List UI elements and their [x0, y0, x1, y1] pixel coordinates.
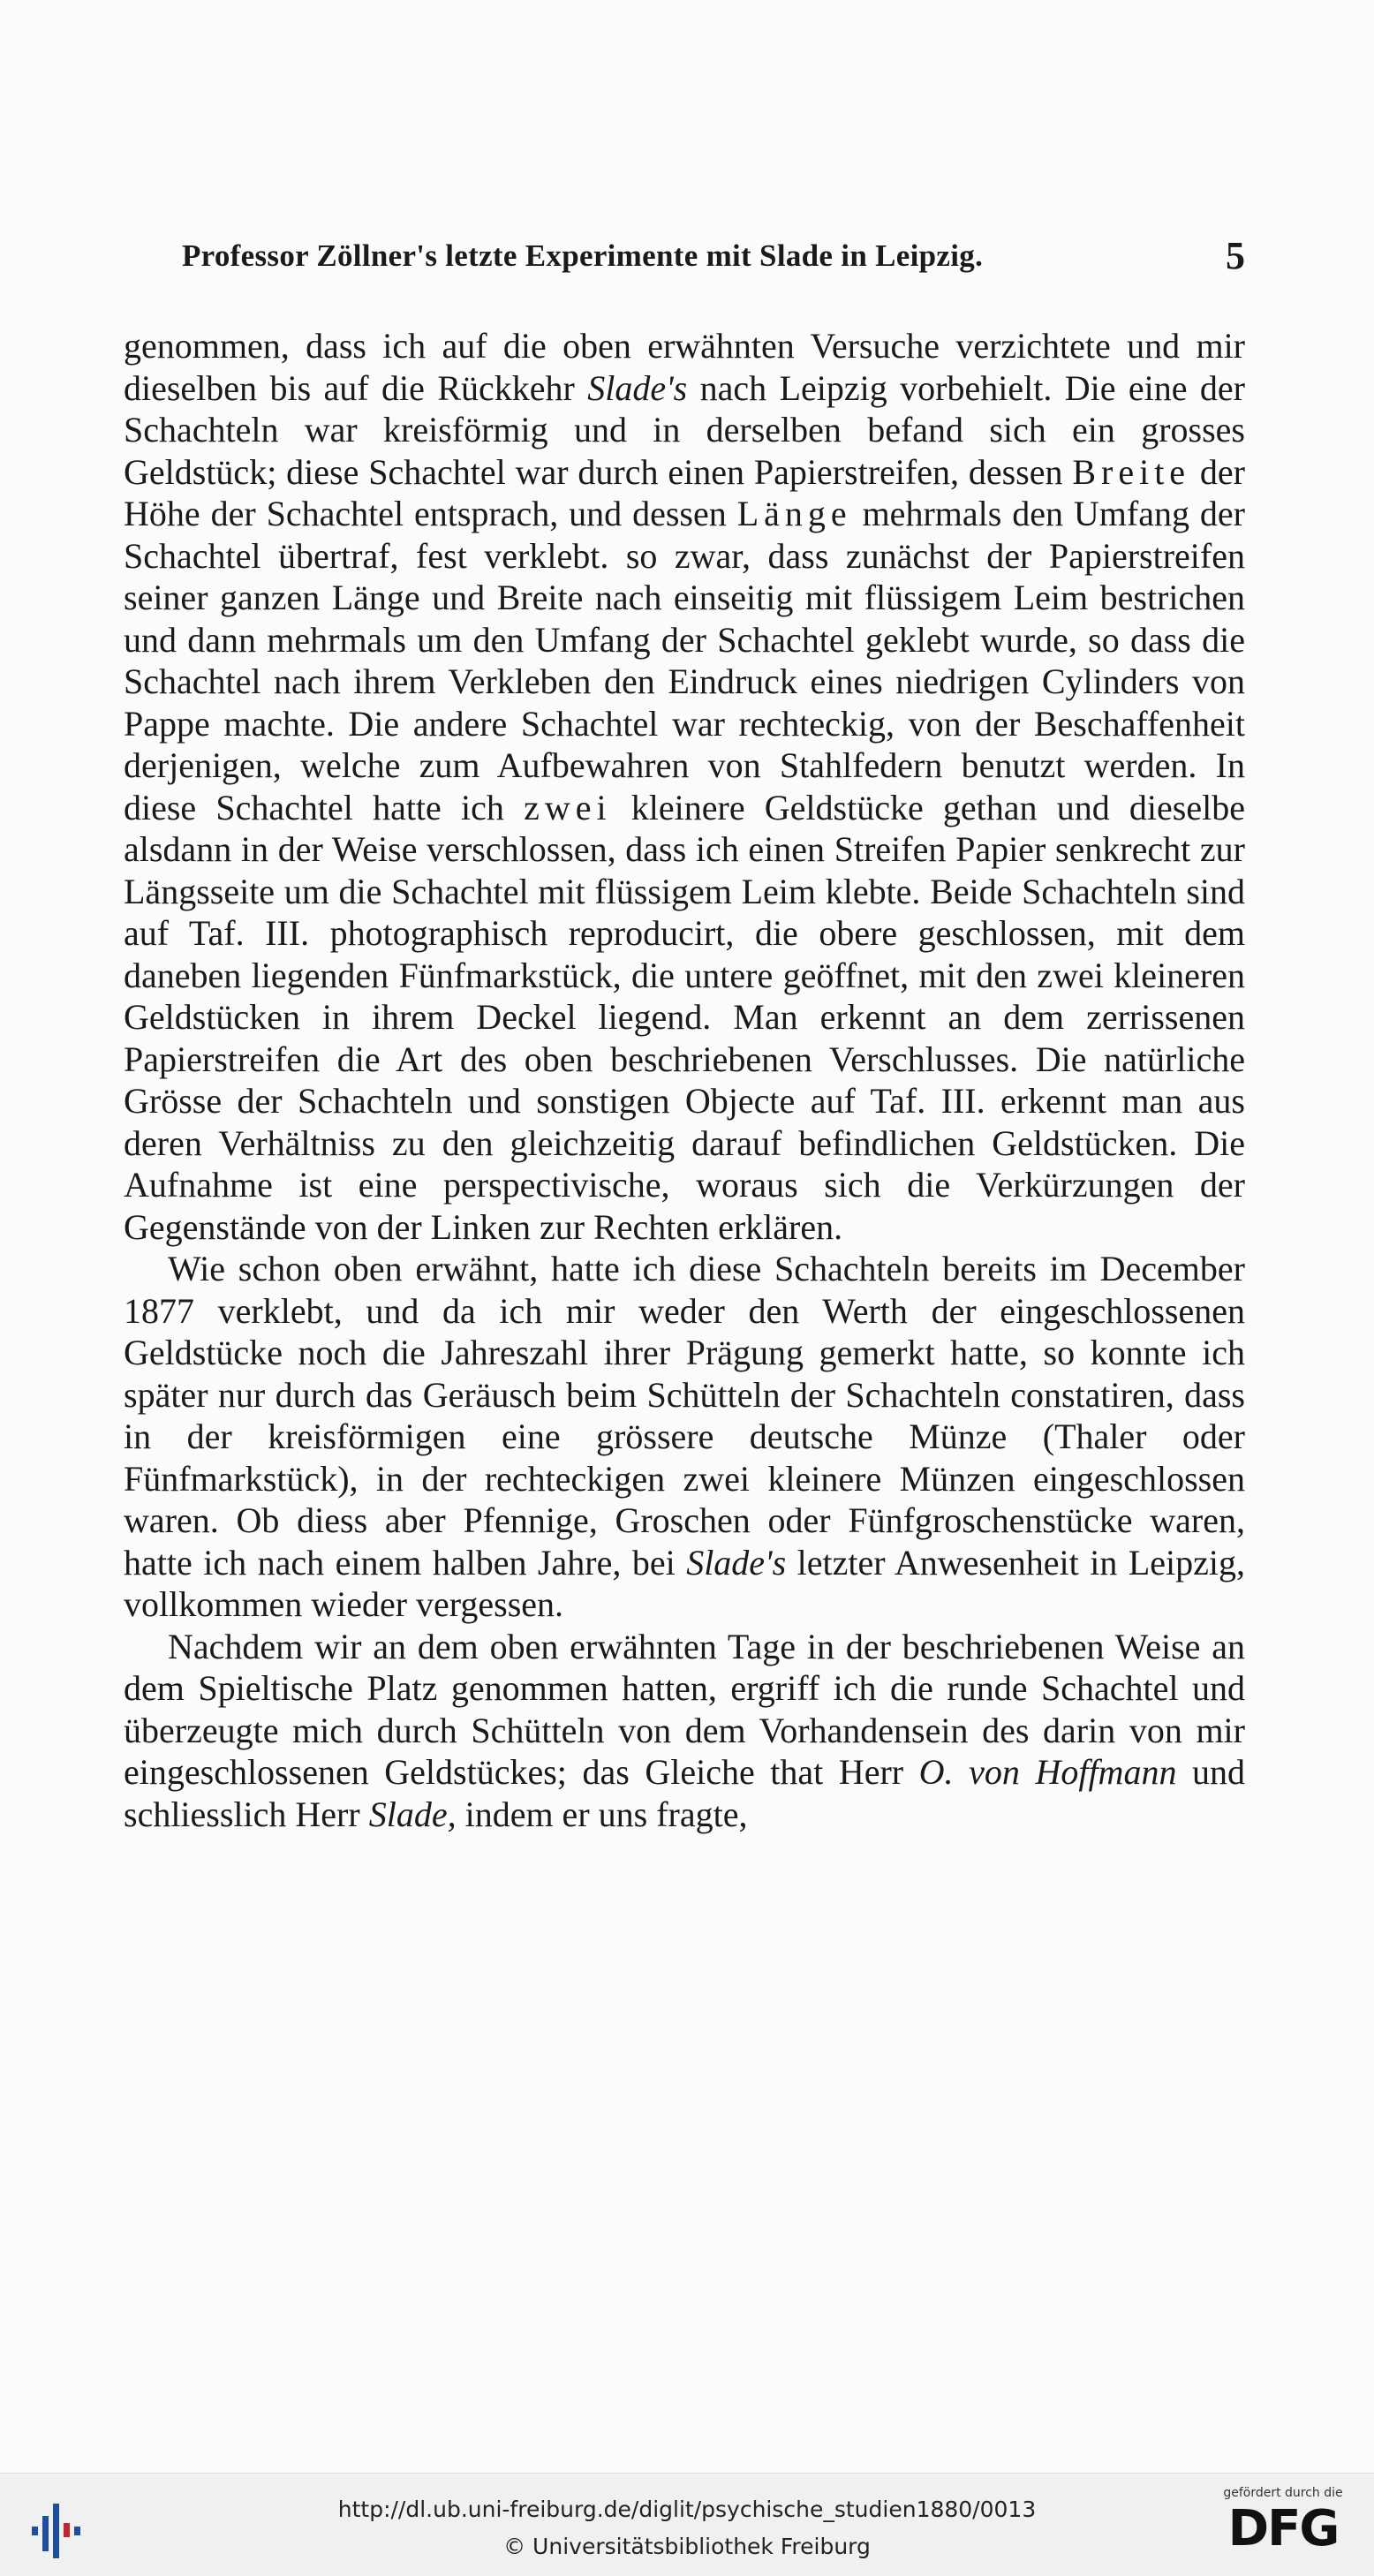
paragraph-1	[124, 325, 1245, 1248]
text-run: kleinere Geldstücke gethan und dieselbe alsdann in der Weise verschlossen, dass ich einen Streifen Papier senkrecht zur Längsseite um die Schachtel mit flüssigem Leim klebte. Beide Schachteln sind auf Taf. III. photographisch reproducirt, die obere geschlossen, mit dem daneben liegenden Fünfmarkstück, die untere geöffnet, mit den zwei kleineren Geldstücken in ihrem Deckel liegend. Man erkennt an dem zerrissenen Papierstreifen die Art des oben beschriebenen Verschlusses. Die natürliche Grösse der Schachteln und sonstigen Objecte auf Taf. III. erkennt man aus deren Verhältniss zu den gleichzeitig darauf befindlichen Geldstücken. Die Aufnahme ist eine perspectivische, woraus sich die Verkürzungen der Gegenstände von der Linken zur Rechten erklären.	[124, 787, 1245, 1247]
running-head	[124, 233, 1245, 286]
copyright-text: © Universitätsbibliothek Freiburg	[503, 2534, 871, 2559]
dfg-badge[interactable]	[1217, 2486, 1349, 2567]
paragraph-2	[124, 1248, 1245, 1626]
page-number: 5	[1226, 234, 1245, 277]
text-run: indem er uns fragte,	[456, 1794, 748, 1834]
italic-name: Slade's	[686, 1542, 787, 1583]
paragraph-3	[124, 1626, 1245, 1836]
text-run: Nachdem wir an dem oben erwähnten Tage in der beschriebenen Weise an dem Spieltische Platz genommen hatten, ergriff ich die runde Schachtel und überzeugte mich durch Schütteln von dem Vorhandensein des darin von mir eingeschlossenen Geldstückes; das Gleiche that Herr	[124, 1626, 1245, 1792]
text-run: nach Leipzig vorbehielt. Die eine der Schachteln war kreisförmig und in derselben befand sich ein grosses Geldstück; diese Schachtel war durch einen Papierstreifen, dessen	[124, 367, 1246, 492]
body-text	[124, 325, 1245, 1835]
text-run: und schliesslich Herr	[124, 1752, 1246, 1834]
italic-name: Slade,	[368, 1794, 457, 1834]
text-run: genommen, dass ich auf die oben erwähnten Versuche verzichtete und mir dieselben bis auf die Rückkehr	[124, 326, 1245, 408]
running-title: Professor Zöllner's letzte Experimente mit Slade in Leipzig.	[182, 238, 984, 273]
spaced-emphasis: Länge	[736, 494, 852, 533]
viewer-footer	[0, 2473, 1374, 2576]
spaced-emphasis: zwei	[524, 787, 612, 827]
text-run: der Höhe der Schachtel entsprach, und dessen	[124, 451, 1246, 533]
text-run: Wie schon oben erwähnt, hatte ich diese Schachteln bereits im December 1877 verklebt, und da ich mir weder den Werth der eingeschlossenen Geldstücke noch die Jahreszahl ihrer Prägung gemerkt hatte, so konnte ich später nur durch das Geräusch beim Schütteln der Schachteln constatiren, dass in der kreisförmigen eine grössere deutsche Münze (Thaler oder Fünfmarkstück), in der rechteckigen zwei kleinere Münzen eingeschlossen waren. Ob diess aber Pfennige, Groschen oder Fünfgroschenstücke waren, hatte ich nach einem halben Jahre, bei	[124, 1249, 1245, 1583]
italic-name: O. von Hoffmann	[918, 1752, 1177, 1792]
text-run: mehrmals den Umfang der Schachtel übertraf, fest verklebt. so zwar, dass zunächst der Papierstreifen seiner ganzen Länge und Breite nach einseitig mit flüssigem Leim bestrichen und dann mehrmals um den Umfang der Schachtel geklebt wurde, so dass die Schachtel nach ihrem Verkleben den Eindruck eines niedrigen Cylinders von Pappe machte. Die andere Schachtel war rechteckig, von der Beschaffenheit derjenigen, welche zum Aufbewahren von Stahlfedern benutzt werden. In diese Schachtel hatte ich	[124, 494, 1245, 827]
permalink-url[interactable]: http://dl.ub.uni-freiburg.de/diglit/psychische_studien1880/0013	[337, 2497, 1037, 2522]
dfg-tagline: gefördert durch die	[1223, 2486, 1343, 2500]
spaced-emphasis: Breite	[1072, 451, 1191, 492]
text-run: letzter Anwesenheit in Leipzig, vollkommen wieder vergessen.	[124, 1542, 1245, 1624]
italic-name: Slade's	[587, 367, 688, 408]
dfg-logo: DFG	[1227, 2500, 1339, 2557]
